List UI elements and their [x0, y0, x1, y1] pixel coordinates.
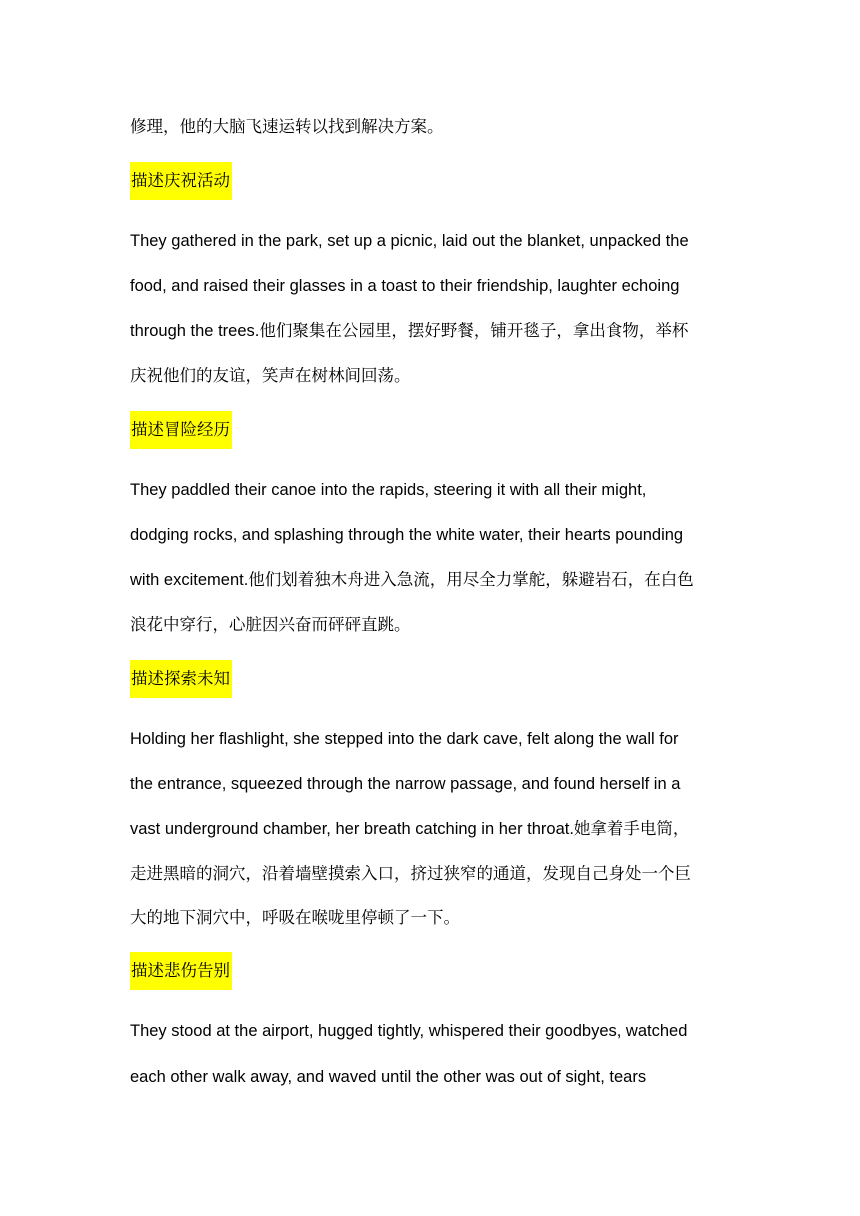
paragraph-line: 庆祝他们的友谊，笑声在树林间回荡。 [130, 367, 411, 385]
section-heading-exploration: 描述探索未知 [130, 660, 232, 698]
intro-line: 修理，他的大脑飞速运转以找到解决方案。 [130, 118, 444, 136]
paragraph-line: 浪花中穿行，心脏因兴奋而砰砰直跳。 [130, 616, 411, 634]
paragraph-line: 走进黑暗的洞穴，沿着墙壁摸索入口，挤过狭窄的通道，发现自己身处一个巨 [130, 865, 691, 883]
paragraph-line: through the trees.他们聚集在公园里，摆好野餐，铺开毯子，拿出食物，举杯 [130, 322, 689, 340]
paragraph-line: 大的地下洞穴中，呼吸在喉咙里停顿了一下。 [130, 909, 460, 927]
paragraph-line: each other walk away, and waved until the other was out of sight, tears [130, 1068, 647, 1086]
paragraph-line: food, and raised their glasses in a toast to their friendship, laughter echoing [130, 277, 680, 295]
paragraph-line: dodging rocks, and splashing through the white water, their hearts pounding [130, 526, 684, 544]
paragraph-line: vast underground chamber, her breath catching in her throat.她拿着手电筒， [130, 820, 690, 838]
paragraph-line: the entrance, squeezed through the narrow passage, and found herself in a [130, 775, 681, 793]
paragraph-line: with excitement.他们划着独木舟进入急流，用尽全力掌舵，躲避岩石，在白色 [130, 571, 694, 589]
paragraph-line: They paddled their canoe into the rapids, steering it with all their might, [130, 481, 647, 499]
section-heading-celebration: 描述庆祝活动 [130, 162, 232, 200]
paragraph-line: They gathered in the park, set up a picnic, laid out the blanket, unpacked the [130, 232, 689, 250]
paragraph-line: They stood at the airport, hugged tightly, whispered their goodbyes, watched [130, 1022, 688, 1040]
section-heading-farewell: 描述悲伤告别 [130, 952, 232, 990]
paragraph-line: Holding her flashlight, she stepped into the dark cave, felt along the wall for [130, 730, 679, 748]
section-heading-adventure: 描述冒险经历 [130, 411, 232, 449]
